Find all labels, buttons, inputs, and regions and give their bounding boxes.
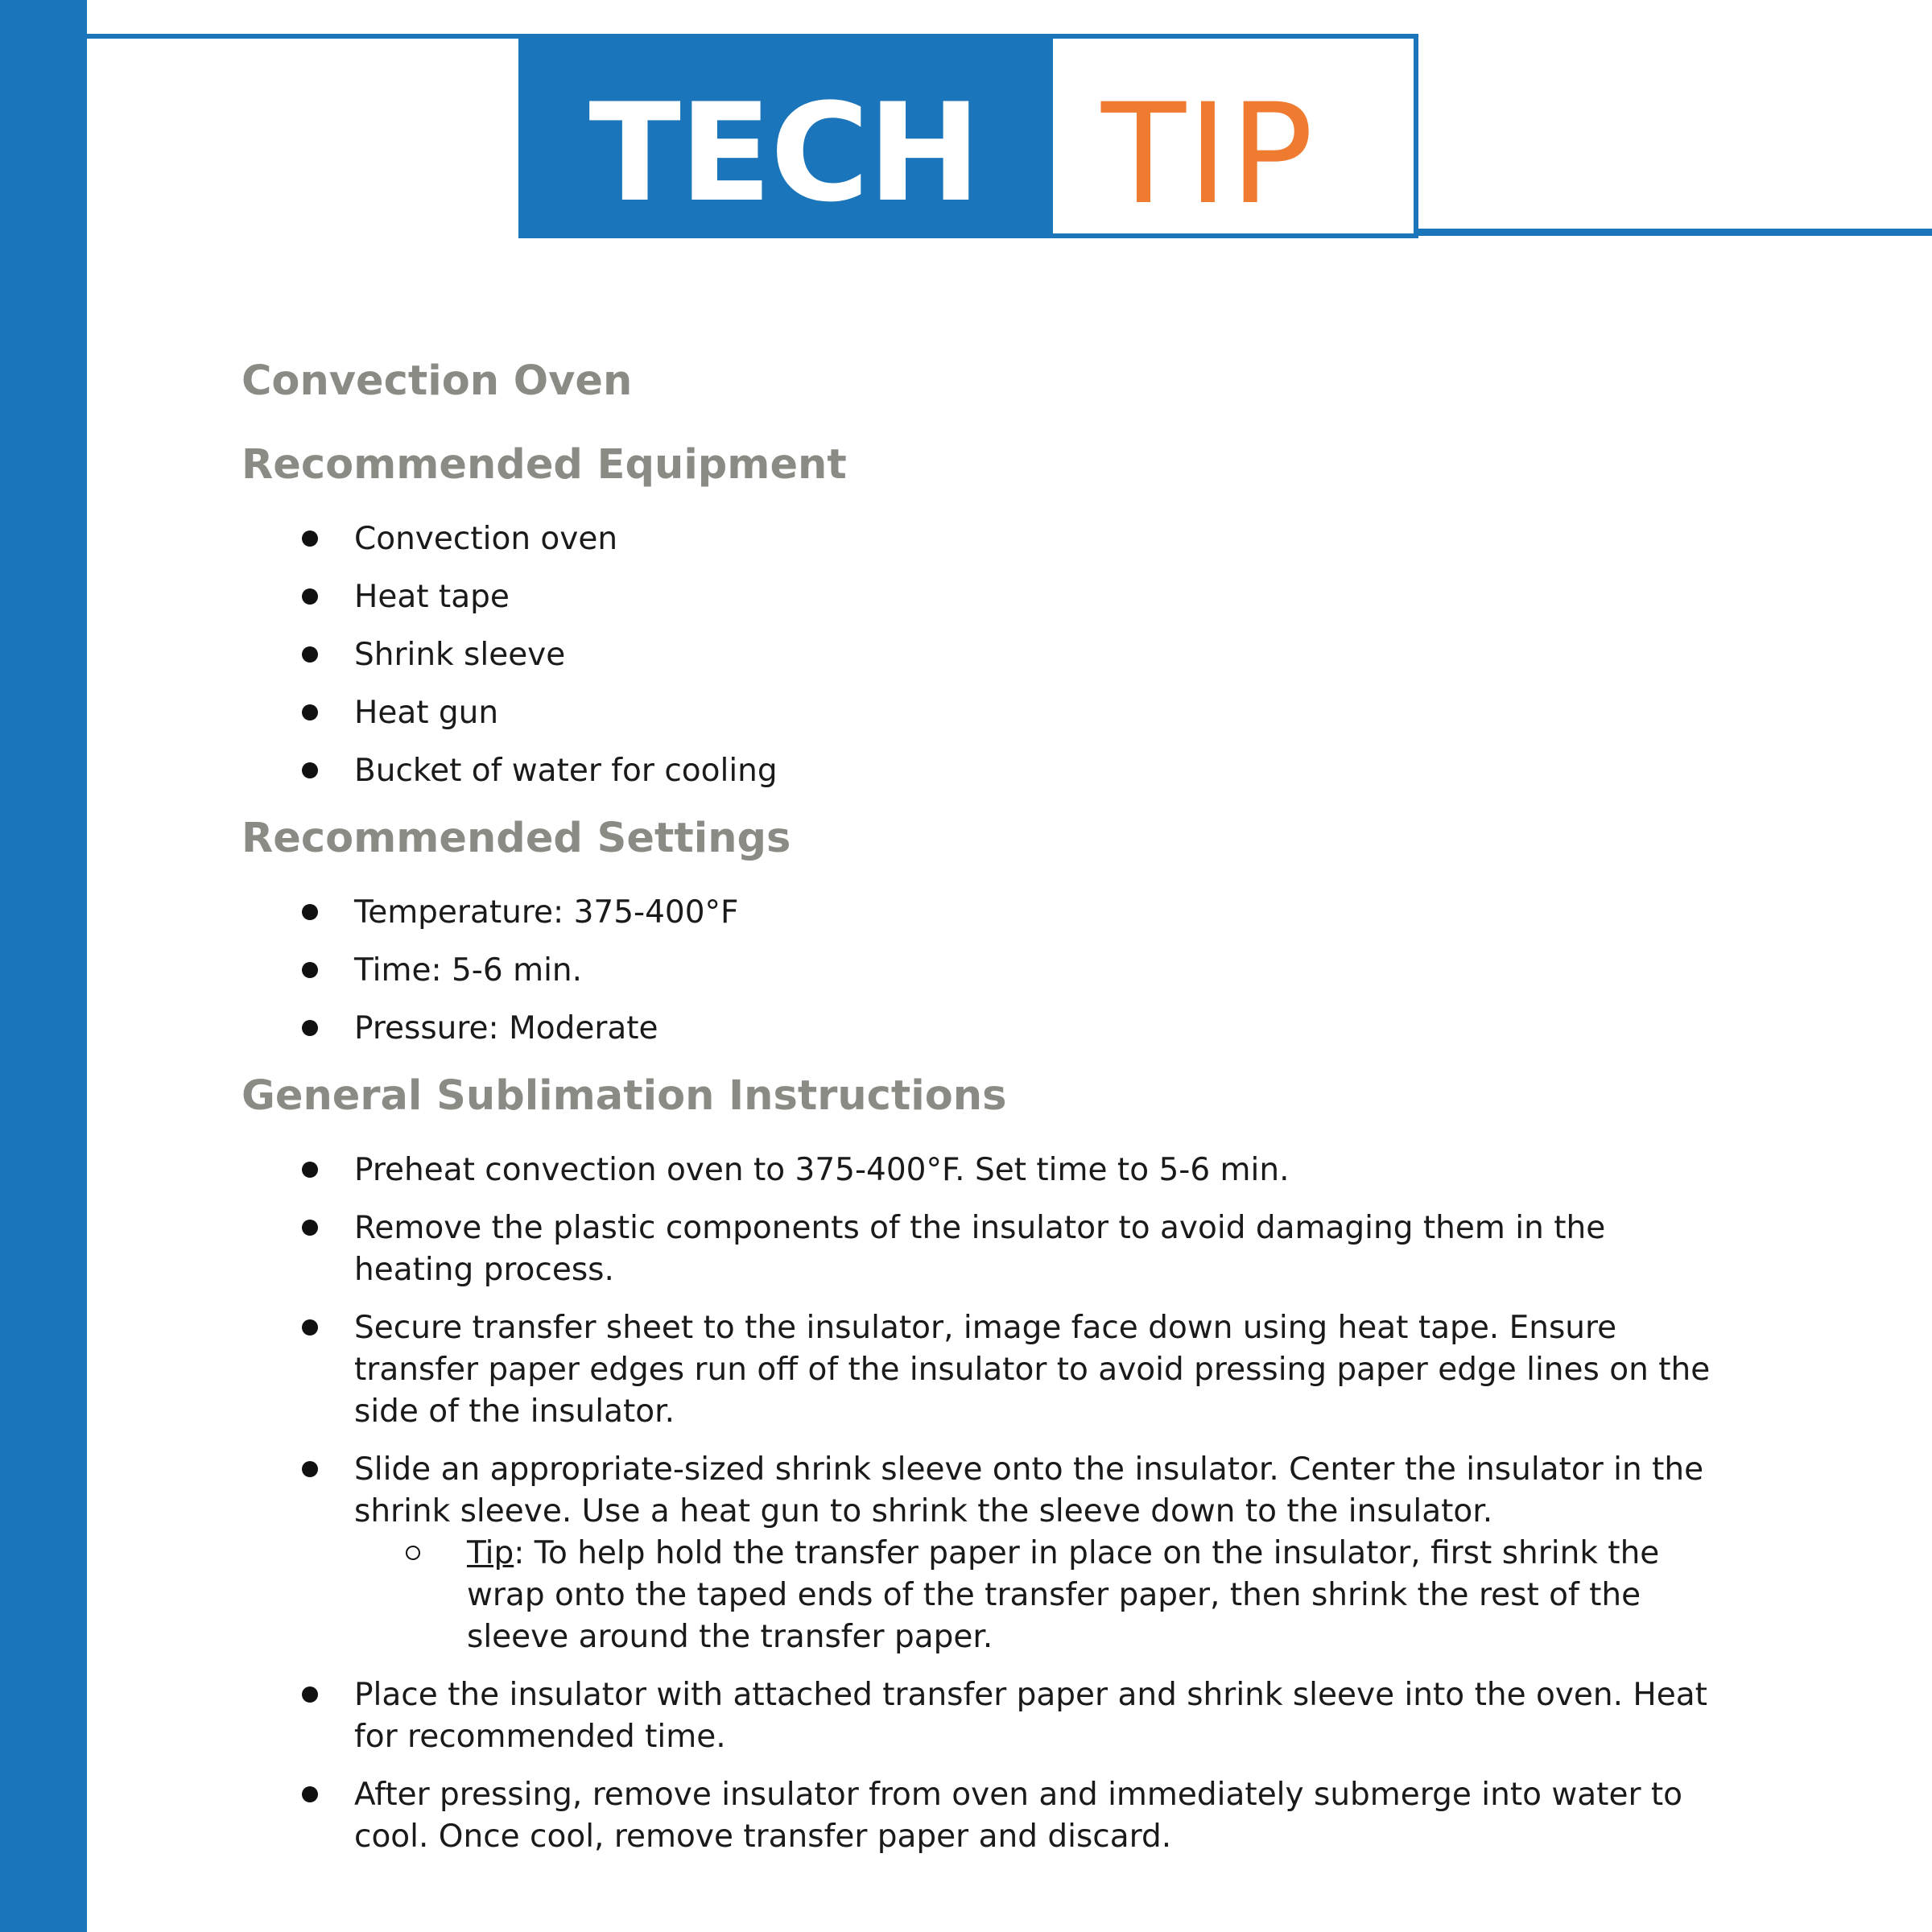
bullet-icon [302, 904, 318, 920]
list-item-text: Preheat convection oven to 375-400°F. Set time to 5-6 min. [354, 1152, 1290, 1188]
list-item-text: Shrink sleeve [354, 637, 566, 673]
list-item [242, 1008, 1723, 1050]
bullet-icon [302, 1461, 318, 1477]
list-item-text: Convection oven [354, 521, 618, 557]
settings-list [242, 892, 1723, 1050]
list-item-text: Place the insulator with attached transfer paper and shrink sleeve into the oven. Heat for recommended time. [354, 1677, 1707, 1755]
list-item [242, 892, 1723, 934]
document-body [242, 351, 1723, 1874]
list-item [242, 1307, 1723, 1433]
list-item [242, 950, 1723, 992]
list-item-text: Time: 5-6 min. [354, 952, 583, 989]
list-item-text: Pressure: Moderate [354, 1010, 658, 1046]
instructions-heading: General Sublimation Instructions [242, 1072, 1007, 1120]
list-item [242, 1449, 1723, 1658]
list-item [242, 750, 1723, 792]
list-item-text: Temperature: 375-400°F [354, 894, 739, 931]
bullet-icon [302, 762, 318, 778]
header-rule-bottom [1407, 229, 1932, 236]
bullet-icon [302, 962, 318, 978]
list-item [242, 1674, 1723, 1758]
list-item-text: Heat tape [354, 579, 510, 615]
tip-sublist [354, 1533, 1723, 1658]
instructions-list [242, 1150, 1723, 1858]
list-item [242, 1208, 1723, 1291]
bullet-icon [302, 1020, 318, 1036]
circle-bullet-icon [406, 1546, 420, 1560]
list-item-text: Secure transfer sheet to the insulator, image face down using heat tape. Ensure transfer paper edges run off of the insulator to avoid pressing paper edge lines on the side of the insulator. [354, 1310, 1711, 1430]
bullet-icon [302, 646, 318, 663]
bullet-icon [302, 530, 318, 547]
tip-item [354, 1533, 1723, 1658]
left-accent-bar [0, 0, 87, 1932]
list-item [242, 1774, 1723, 1858]
bullet-icon [302, 588, 318, 605]
list-item [242, 1150, 1723, 1191]
list-item [242, 634, 1723, 676]
list-item-text: Slide an appropriate-sized shrink sleeve onto the insulator. Center the insulator in the shrink sleeve. Use a heat gun to shrink the sleeve down to the insulator. [354, 1451, 1704, 1530]
logo-tech-block [518, 34, 1050, 238]
list-item-text: Remove the plastic components of the insulator to avoid damaging them in the heating process. [354, 1210, 1606, 1288]
bullet-icon [302, 1686, 318, 1703]
tip-text: : To help hold the transfer paper in place on the insulator, first shrink the wrap onto the taped ends of the transfer paper, then shrink the rest of the sleeve around the transfer paper. [467, 1535, 1660, 1655]
list-item-text: Heat gun [354, 695, 499, 731]
list-item-text: After pressing, remove insulator from oven and immediately submerge into water to cool. Once cool, remove transfer paper and discard. [354, 1777, 1683, 1855]
list-item-text: Bucket of water for cooling [354, 753, 778, 789]
list-item [242, 692, 1723, 734]
list-item [242, 576, 1723, 618]
document-title: Convection Oven [242, 357, 633, 405]
logo-tech-text: TECH [588, 74, 980, 232]
logo-tip-text: TIP [1101, 73, 1315, 235]
settings-heading: Recommended Settings [242, 815, 791, 862]
list-item [242, 518, 1723, 560]
equipment-list [242, 518, 1723, 792]
tip-label: Tip [467, 1535, 514, 1571]
bullet-icon [302, 1786, 318, 1802]
bullet-icon [302, 1162, 318, 1178]
logo-tip-block [1048, 34, 1418, 238]
bullet-icon [302, 1220, 318, 1236]
bullet-icon [302, 1319, 318, 1335]
equipment-heading: Recommended Equipment [242, 441, 847, 489]
bullet-icon [302, 704, 318, 720]
